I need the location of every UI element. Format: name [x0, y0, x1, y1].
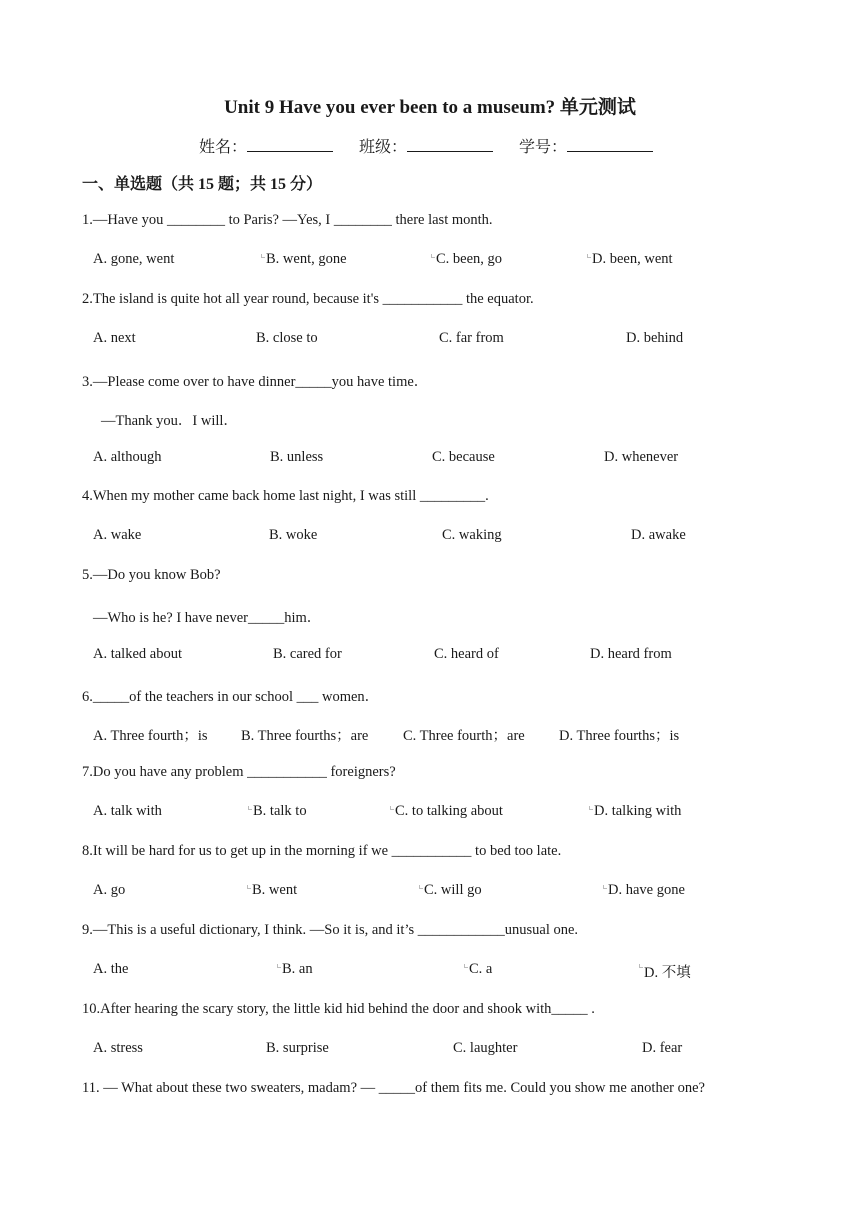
name-blank — [247, 137, 333, 152]
option-c: C. a — [464, 961, 492, 978]
option-b: B. talk to — [248, 803, 307, 820]
option-a: A. next — [93, 330, 136, 346]
option-marker — [587, 254, 591, 258]
option-c: C. waking — [442, 527, 502, 543]
option-marker — [464, 964, 468, 968]
option-b: B. unless — [270, 449, 324, 465]
question-5-stem: 5.—Do you know Bob? — [82, 567, 221, 583]
option-b: B. went, gone — [261, 251, 347, 268]
question-11-stem: 11. — What about these two sweaters, madam? — _____of them fits me. Could you show me another one? — [82, 1080, 705, 1096]
class-label: 班级： — [358, 139, 407, 156]
option-marker — [390, 806, 394, 810]
question-3-options — [0, 449, 860, 469]
student-info-line — [0, 134, 860, 157]
option-marker — [589, 806, 593, 810]
question-3-reply: —Thank you．I will． — [101, 413, 238, 429]
question-3-stem: 3.—Please come over to have dinner_____you have time． — [82, 374, 429, 390]
option-marker — [431, 254, 435, 258]
option-c: C. laughter — [453, 1040, 518, 1056]
option-d: D. talking with — [589, 803, 681, 820]
option-a: A. the — [93, 961, 129, 977]
question-2-stem: 2.The island is quite hot all year round, because it's ___________ the equator. — [82, 291, 534, 307]
question-5-reply: —Who is he? I have never_____him． — [93, 610, 322, 626]
option-b: B. went — [247, 882, 297, 899]
option-c: C. will go — [419, 882, 482, 899]
question-4-options — [0, 527, 860, 547]
question-8-stem: 8.It will be hard for us to get up in the morning if we ___________ to bed too late. — [82, 843, 562, 859]
question-1-options — [0, 251, 860, 271]
option-b: B. an — [277, 961, 313, 978]
question-8-options — [0, 882, 860, 902]
question-4-stem: 4.When my mother came back home last night, I was still _________. — [82, 488, 489, 504]
question-7-options — [0, 803, 860, 823]
option-c: C. to talking about — [390, 803, 503, 820]
option-b: B. close to — [256, 330, 318, 346]
option-marker — [248, 806, 252, 810]
option-a: A. although — [93, 449, 162, 465]
option-d: D. 不填 — [639, 961, 691, 982]
option-marker — [261, 254, 265, 258]
question-6-options — [0, 724, 860, 744]
option-b: B. cared for — [273, 646, 342, 662]
question-2-options — [0, 330, 860, 350]
option-marker — [419, 885, 423, 889]
id-label: 学号： — [519, 139, 568, 156]
option-d: D. whenever — [604, 449, 679, 465]
option-b: B. Three fourths；are — [241, 728, 369, 744]
option-marker — [247, 885, 251, 889]
option-marker — [639, 964, 643, 968]
option-a: A. Three fourth；is — [93, 728, 208, 744]
id-blank — [567, 137, 653, 152]
option-marker — [277, 964, 281, 968]
question-5-options — [0, 646, 860, 666]
option-b: B. surprise — [266, 1040, 329, 1056]
option-d: D. fear — [642, 1040, 683, 1056]
question-6-stem: 6._____of the teachers in our school ___ women． — [82, 689, 380, 705]
option-d: D. heard from — [590, 646, 672, 662]
option-c: C. far from — [439, 330, 504, 346]
page-title: Unit 9 Have you ever been to a museum? 单元测试 — [224, 97, 636, 118]
question-7-stem: 7.Do you have any problem ___________ foreigners? — [82, 764, 396, 780]
option-d: D. awake — [631, 527, 686, 543]
option-a: A. go — [93, 882, 126, 898]
option-marker — [603, 885, 607, 889]
option-a: A. talk with — [93, 803, 162, 819]
section-title: 一、单选题（共 15 题；共 15 分） — [82, 176, 323, 193]
question-1-stem: 1.—Have you ________ to Paris? —Yes, I ________ there last month. — [82, 212, 493, 228]
option-d: D. behind — [626, 330, 684, 346]
option-c: C. been, go — [431, 251, 502, 268]
option-c: C. heard of — [434, 646, 499, 662]
class-blank — [407, 137, 493, 152]
option-a: A. talked about — [93, 646, 182, 662]
question-9-stem: 9.—This is a useful dictionary, I think. —So it is, and it’s ____________unusual one. — [82, 922, 579, 938]
option-c: C. Three fourth；are — [403, 728, 525, 744]
option-a: A. gone, went — [93, 251, 175, 267]
question-10-options — [0, 1040, 860, 1060]
option-b: B. woke — [269, 527, 318, 543]
option-d: D. been, went — [587, 251, 673, 268]
option-a: A. wake — [93, 527, 142, 543]
option-d: D. Three fourths；is — [559, 728, 680, 744]
option-c: C. because — [432, 449, 495, 465]
question-9-options — [0, 961, 860, 981]
option-a: A. stress — [93, 1040, 143, 1056]
name-label: 姓名： — [198, 139, 247, 156]
option-d: D. have gone — [603, 882, 685, 899]
question-10-stem: 10.After hearing the scary story, the little kid hid behind the door and shook with_____ . — [82, 1001, 595, 1017]
